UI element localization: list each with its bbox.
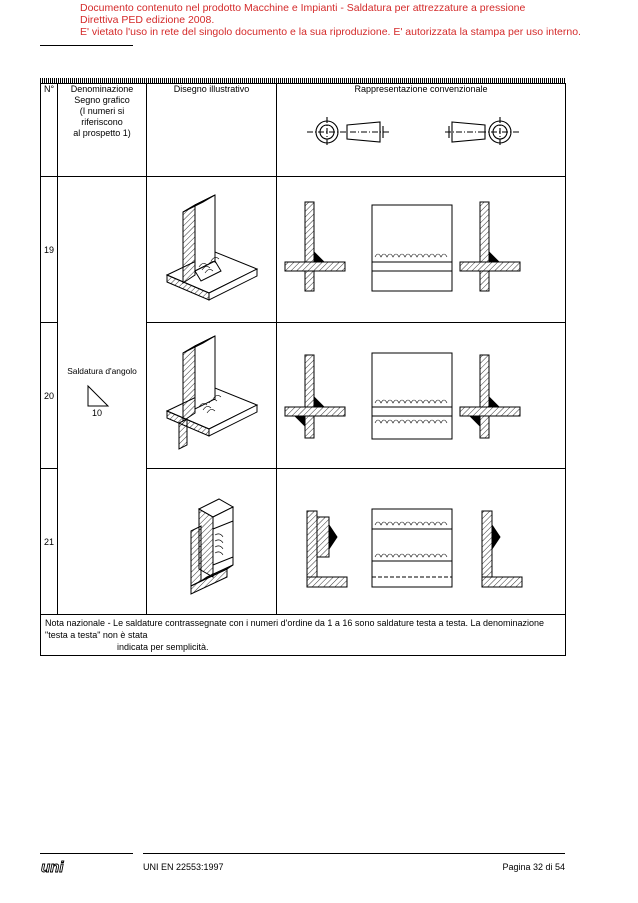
watermark-notice: [80, 2, 620, 38]
header-representation-label: Rappresentazione convenzionale: [354, 84, 488, 94]
representation-cell: [277, 177, 566, 323]
weld-illustration-19: [147, 177, 277, 322]
weld-representation-21: [277, 469, 566, 614]
table-row: [41, 323, 566, 469]
illustration-cell: [147, 177, 277, 323]
table-row: [41, 469, 566, 615]
watermark-line-3: E' vietato l'uso in rete del singolo documento e la sua riproduzione. E' autorizzata la stampa per uso interno.: [80, 26, 581, 38]
national-note-row: [41, 615, 566, 656]
watermark-line-2: Direttiva PED edizione 2008.: [80, 14, 215, 26]
fillet-weld-symbol: [58, 376, 147, 416]
header-illustration-label: Disegno illustrativo: [173, 84, 250, 94]
representation-cell: [277, 323, 566, 469]
row-number: 20: [41, 323, 58, 469]
name-cell-top: [58, 177, 147, 323]
header-name: [58, 84, 147, 177]
row-number: 19: [41, 177, 58, 323]
uni-logo-icon: [41, 858, 71, 876]
national-note-label: Nota nazionale: [45, 618, 106, 628]
header-name-line4: al prospetto 1): [73, 128, 131, 138]
illustration-cell: [147, 469, 277, 615]
header-name-line3: (I numeri si riferiscono: [79, 106, 125, 127]
weld-representation-19: [277, 177, 566, 322]
top-rule: [40, 45, 133, 46]
uni-logo: [41, 858, 71, 876]
national-note-text-1: - Le saldature contrassegnate con i numeri d'ordine da 1 a 16 sono saldature testa a testa. La denominazione "testa a testa" non è stata: [45, 618, 545, 640]
table-header-row: [41, 84, 566, 177]
weld-symbol-table: [40, 83, 566, 656]
header-name-line1: Denominazione: [70, 84, 134, 94]
table-row: [41, 177, 566, 323]
national-note-text-2: indicata per semplicità.: [117, 642, 209, 652]
header-illustration: [147, 84, 277, 177]
footer-document-code: UNI EN 22553:1997: [143, 862, 224, 872]
weld-representation-20: [277, 323, 566, 468]
fillet-weld-symbol-number: 10: [92, 407, 103, 416]
footer-rule-left: [40, 853, 133, 854]
watermark-line-1: Documento contenuto nel prodotto Macchine e Impianti - Saldatura per attrezzature a pressione: [80, 2, 526, 14]
illustration-cell: [147, 323, 277, 469]
svg-text:uni: uni: [41, 859, 64, 876]
representation-cell: [277, 469, 566, 615]
national-note-line1: [45, 617, 561, 641]
header-number: N°: [41, 84, 58, 177]
symbol-drawing: [277, 95, 566, 155]
name-cell-middle: [58, 323, 147, 469]
national-note: [41, 615, 566, 656]
weld-group-name: Saldatura d'angolo: [67, 365, 137, 376]
footer-rule-right: [143, 853, 565, 854]
footer-page-number: Pagina 32 di 54: [502, 862, 565, 872]
row-number: 21: [41, 469, 58, 615]
weld-illustration-21: [147, 469, 277, 614]
name-cell-bottom: [58, 469, 147, 615]
header-representation: [277, 84, 566, 177]
weld-illustration-20: [147, 323, 277, 468]
header-name-line2: Segno grafico: [74, 95, 130, 105]
